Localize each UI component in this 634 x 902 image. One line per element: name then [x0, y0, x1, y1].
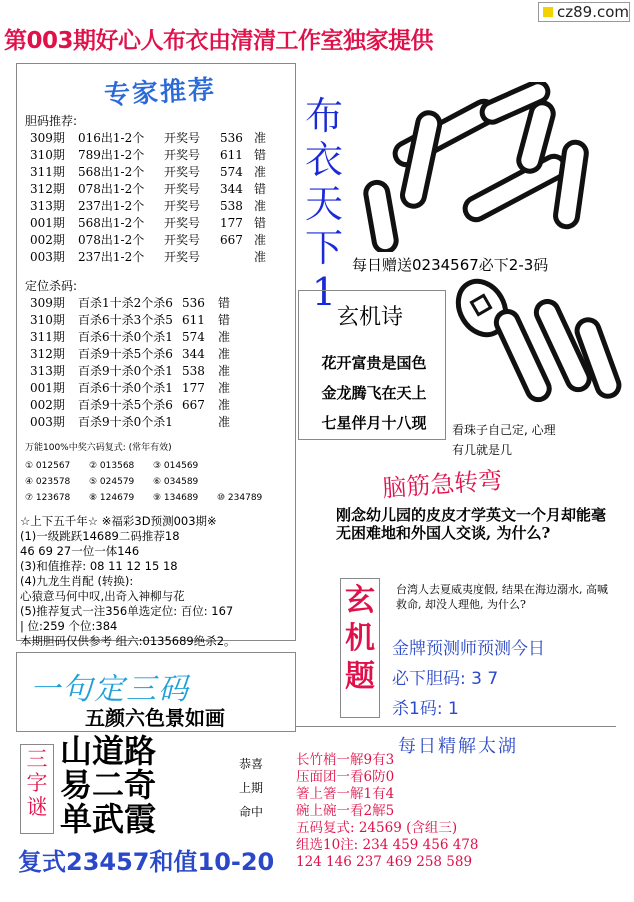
position-cell: 错 [218, 296, 231, 310]
brain-title: 脑筋急转弯 [381, 466, 504, 503]
position-cell: 667 [182, 398, 205, 412]
gallbladder-cell: 001期 [30, 216, 65, 230]
gallbladder-cell: 237出1-2个 [78, 250, 145, 264]
position-cell: 错 [218, 313, 231, 327]
congrats [226, 752, 276, 824]
position-cell: 002期 [30, 398, 65, 412]
lucky-cell: ② 013568 [89, 461, 135, 471]
big-word: 易二奇 [60, 766, 157, 804]
red-line: 组选10注: 234 459 456 478 [296, 837, 479, 853]
xuanjiti [342, 582, 378, 696]
gallbladder-cell: 611 [220, 148, 243, 162]
red-lines [296, 752, 616, 871]
congrats-line: 命中 [238, 805, 263, 819]
note-line: | 位:259 个位:384 [20, 619, 118, 633]
poem-line: 金龙腾飞在天上 [321, 384, 427, 402]
swastika-sticks-image [350, 82, 620, 252]
position-cell: 309期 [30, 296, 65, 310]
gallbladder-row [30, 164, 290, 181]
position-cell: 344 [182, 347, 205, 361]
position-row [30, 363, 290, 380]
logo-icon [543, 7, 553, 17]
gallbladder-cell: 536 [220, 131, 243, 145]
red-line: 碗上碗一看2解5 [296, 803, 395, 819]
position-cell: 536 [182, 296, 205, 310]
position-cell: 准 [218, 398, 231, 412]
position-cell: 574 [182, 330, 205, 344]
see-note-line: 有几就是几 [452, 443, 513, 457]
position-cell: 003期 [30, 415, 65, 429]
note-line: (1)一级跳跃14689二码推荐18 [20, 529, 180, 543]
gallbladder-row [30, 130, 290, 147]
gold-predict [392, 634, 612, 724]
beads-image [452, 278, 622, 418]
buyi-vertical [304, 94, 344, 314]
daily-lake: 每日精解太湖 [398, 736, 518, 757]
note-line: 本期胆码仅供参考 组六:0135689绝杀2。 [20, 634, 236, 648]
riddle-char: 谜 [26, 795, 48, 819]
position-cell: 准 [218, 347, 231, 361]
gallbladder-cell: 312期 [30, 182, 65, 196]
lucky-cell: ⑦ 123678 [25, 493, 71, 503]
gallbladder-cell: 344 [220, 182, 243, 196]
position-cell: 538 [182, 364, 205, 378]
xuanji-title: 玄机诗 [336, 305, 403, 330]
riddle-char: 三 [26, 747, 48, 771]
position-cell: 311期 [30, 330, 65, 344]
compound-summary: 复式23457和值10-20 [18, 848, 275, 876]
taiwan-riddle: 台湾人去夏威夷度假, 结果在海边溺水, 高喊救命, 却没人理他, 为什么? [396, 583, 608, 611]
divider [296, 726, 616, 727]
note-line: (5)推荐复式一注356单选定位: 百位: 167 [20, 604, 234, 618]
gallbladder-cell: 002期 [30, 233, 65, 247]
buyi-char: 布 [304, 94, 343, 138]
xuanjiti-char: 玄 [345, 583, 375, 618]
gallbladder-cell: 开奖号 [164, 165, 201, 179]
watermark [538, 2, 630, 22]
position-row [30, 397, 290, 414]
gold-line: 金牌预测师预测今日 [392, 639, 545, 659]
gallbladder-cell: 003期 [30, 250, 65, 264]
position-cell: 准 [218, 381, 231, 395]
gallbladder-row [30, 232, 290, 249]
gold-line: 必下胆码: 3 7 [392, 669, 499, 689]
buyi-char: 1 [311, 270, 337, 314]
lucky-label: 万能100%中奖六码复式: (常年有效) [25, 443, 172, 453]
gallbladder-cell: 开奖号 [164, 199, 201, 213]
red-line: 压面团一看6防0 [296, 769, 395, 785]
gallbladder-cell: 准 [254, 165, 267, 179]
lucky-row [25, 474, 295, 490]
gallbladder-cell: 574 [220, 165, 243, 179]
five-color: 五颜六色景如画 [85, 706, 225, 730]
red-line: 箸上箸一解1有4 [296, 786, 395, 802]
gallbladder-cell: 789出1-2个 [78, 148, 145, 162]
position-cell [182, 414, 218, 431]
position-row [30, 414, 290, 431]
xuanjiti-char: 机 [345, 621, 375, 656]
poem-line: 七星伴月十八现 [321, 414, 427, 432]
position-cell: 611 [182, 313, 205, 327]
gallbladder-row [30, 147, 290, 164]
big-word: 山道路 [60, 732, 157, 770]
gallbladder-cell: 309期 [30, 131, 65, 145]
gallbladder-cell: 313期 [30, 199, 65, 213]
gallbladder-cell: 开奖号 [164, 148, 201, 162]
position-row [30, 346, 290, 363]
gallbladder-cell: 准 [254, 199, 267, 213]
gallbladder-cell: 310期 [30, 148, 65, 162]
position-cell: 百杀6十杀3个杀5 [78, 313, 173, 327]
position-cell: 百杀1十杀2个杀6 [78, 296, 173, 310]
gallbladder-label: 胆码推荐: [25, 114, 78, 128]
brain-riddle: 刚念幼儿园的皮皮才学英文一个月却能毫无困难地和外国人交谈, 为什么? [336, 506, 607, 542]
gallbladder-cell: 311期 [30, 165, 65, 179]
red-line: 124 146 237 469 258 589 [296, 854, 473, 870]
position-row [30, 312, 290, 329]
gallbladder-cell: 准 [254, 250, 267, 264]
notes-block [20, 514, 295, 649]
lucky-cell: ⑥ 034589 [153, 477, 199, 487]
gallbladder-row [30, 198, 290, 215]
red-line: 长竹梢一解9有3 [296, 752, 395, 768]
see-note-line: 看珠子自己定, 心理 [452, 423, 556, 437]
note-line: (3)和值推荐: 08 11 12 15 18 [20, 559, 178, 573]
gold-line: 杀1码: 1 [392, 699, 459, 719]
gallbladder-cell: 177 [220, 216, 243, 230]
gallbladder-cell: 错 [254, 182, 267, 196]
buyi-char: 衣 [304, 138, 343, 182]
red-line: 五码复式: 24569 (含组三) [296, 820, 458, 836]
gallbladder-row [30, 215, 290, 232]
lucky-row [25, 490, 295, 506]
one-phrase: 一句定三码 [30, 672, 190, 707]
three-char-riddle [20, 744, 54, 834]
position-cell: 百杀9十杀5个杀6 [78, 347, 173, 361]
position-row [30, 295, 290, 312]
see-note [452, 420, 622, 460]
position-cell: 312期 [30, 347, 65, 361]
lucky-cell: ⑤ 024579 [89, 477, 135, 487]
position-cell: 百杀9十杀5个杀6 [78, 398, 173, 412]
lucky-cell: ⑨ 134689 [153, 493, 199, 503]
riddle-char: 字 [26, 771, 48, 795]
position-cell: 310期 [30, 313, 65, 327]
buyi-char: 下 [304, 226, 343, 270]
position-cell: 313期 [30, 364, 65, 378]
position-cell: 百杀9十杀0个杀1 [78, 364, 173, 378]
congrats-line: 上期 [238, 781, 263, 795]
gallbladder-cell: 准 [254, 233, 267, 247]
note-line: ☆上下五千年☆ ※福彩3D预测003期※ [20, 514, 217, 528]
gallbladder-row [30, 181, 290, 198]
position-cell: 准 [218, 330, 231, 344]
gallbladder-cell: 开奖号 [164, 250, 201, 264]
gallbladder-cell: 开奖号 [164, 182, 201, 196]
position-cell: 001期 [30, 381, 65, 395]
watermark-text: cz89.com [556, 3, 629, 21]
position-row [30, 380, 290, 397]
position-row [30, 329, 290, 346]
gallbladder-cell: 开奖号 [164, 216, 201, 230]
lucky-cell: ④ 023578 [25, 477, 71, 487]
gallbladder-cell: 开奖号 [164, 131, 201, 145]
position-table [30, 295, 290, 431]
gallbladder-cell: 237出1-2个 [78, 199, 145, 213]
xuanjiti-char: 题 [345, 659, 375, 694]
daily-send: 每日赠送0234567必下2-3码 [352, 256, 549, 274]
gallbladder-table [30, 130, 290, 266]
lucky-cell: ① 012567 [25, 461, 71, 471]
gallbladder-cell: 开奖号 [164, 233, 201, 247]
gallbladder-cell: 078出1-2个 [78, 182, 145, 196]
gallbladder-row [30, 249, 290, 266]
big-words [60, 734, 220, 836]
lucky-cell: ⑩ 234789 [217, 493, 263, 503]
lucky-cell: ③ 014569 [153, 461, 199, 471]
lucky-row [25, 458, 295, 474]
lucky-cell: ⑧ 124679 [89, 493, 135, 503]
position-cell: 百杀6十杀0个杀1 [78, 381, 173, 395]
gallbladder-cell: 568出1-2个 [78, 165, 145, 179]
page-title: 第003期好心人布衣由清清工作室独家提供 [4, 28, 434, 54]
gallbladder-cell: 568出1-2个 [78, 216, 145, 230]
gallbladder-cell [220, 249, 254, 266]
note-line: 46 69 27一位一体146 [20, 544, 140, 558]
gallbladder-cell: 错 [254, 216, 267, 230]
note-line: 心猿意马何中叹,出奇入神柳与花 [20, 589, 185, 603]
gallbladder-cell: 078出1-2个 [78, 233, 145, 247]
position-cell: 177 [182, 381, 205, 395]
position-label: 定位杀码: [25, 279, 78, 293]
gallbladder-cell: 538 [220, 199, 243, 213]
position-cell: 准 [218, 415, 231, 429]
poem-line: 花开富贵是国色 [321, 354, 427, 372]
gallbladder-cell: 667 [220, 233, 243, 247]
big-word: 单武霞 [60, 800, 157, 838]
position-cell: 百杀6十杀0个杀1 [78, 330, 173, 344]
gallbladder-cell: 016出1-2个 [78, 131, 145, 145]
congrats-line: 恭喜 [238, 757, 263, 771]
position-cell: 准 [218, 364, 231, 378]
gallbladder-cell: 准 [254, 131, 267, 145]
position-cell: 百杀9十杀0个杀1 [78, 415, 173, 429]
expert-heading: 专家推荐 [103, 75, 217, 111]
note-line: (4)九龙生肖配 (转换): [20, 574, 134, 588]
buyi-char: 天 [304, 182, 343, 226]
lucky-grid [25, 458, 295, 506]
gallbladder-cell: 错 [254, 148, 267, 162]
poem [294, 348, 454, 438]
